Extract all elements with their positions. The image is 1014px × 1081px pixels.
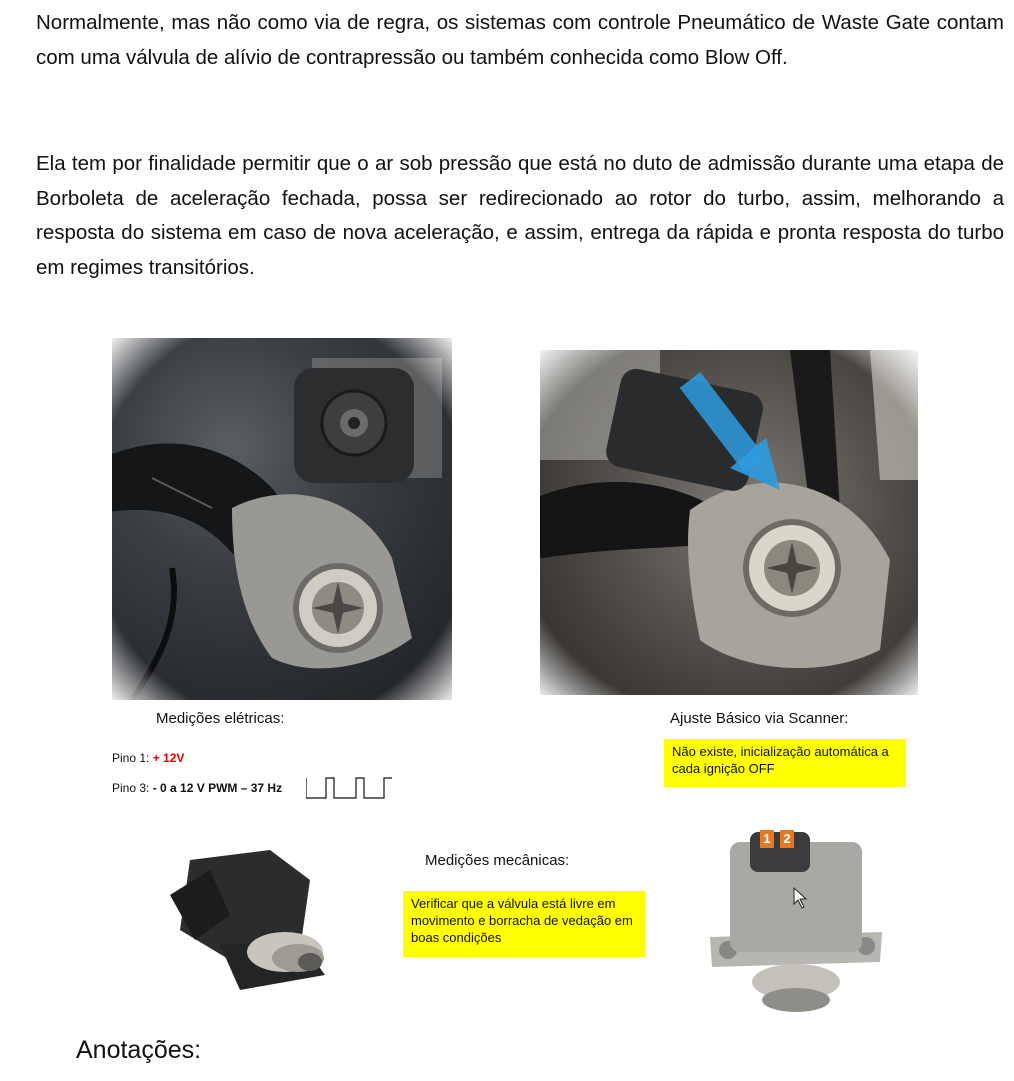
mechanical-note: Verificar que a válvula está livre em movimento e borracha de vedação em boas condições xyxy=(403,891,645,957)
electrical-measurements-title: Medições elétricas: xyxy=(156,710,285,727)
pwm-waveform-icon xyxy=(306,776,392,800)
blow-off-valve-photo xyxy=(540,350,918,695)
turbo-actuator-photo xyxy=(112,338,452,700)
scanner-note: Não existe, inicialização automática a cada ignição OFF xyxy=(664,739,906,787)
blow-off-valve-illustration xyxy=(540,350,918,695)
pin1-value: + 12V xyxy=(152,751,185,765)
connector-pin-2: 2 xyxy=(780,830,794,848)
valve-connector-photo xyxy=(700,822,892,1022)
mechanical-measurements-title: Medições mecânicas: xyxy=(425,852,570,869)
pin1-row xyxy=(112,751,184,765)
scanner-adjust-title: Ajuste Básico via Scanner: xyxy=(670,710,849,727)
actuator-side-photo xyxy=(150,840,335,1000)
valve-body-illustration xyxy=(700,822,892,1022)
purpose-paragraph: Ela tem por finalidade permitir que o ar sob pressão que está no duto de admissão durante uma etapa de Borboleta de aceleração fechada, possa ser redirecionado ao rotor do turbo, assim, melhorando a resposta do sistema em caso de nova aceleração, e assim, entrega da rápida e pronta resposta do turbo em regimes transitórios. xyxy=(36,152,1004,279)
intro-paragraph: Normalmente, mas não como via de regra, os sistemas com controle Pneumático de Waste Gate contam com uma válvula de alívio de contrapressão ou também conhecida como Blow Off. xyxy=(36,11,1004,69)
annotations-heading: Anotações: xyxy=(76,1036,202,1064)
pin3-row xyxy=(112,781,282,795)
pin3-value: - 0 a 12 V PWM – 37 Hz xyxy=(152,781,283,795)
pin3-label: Pino 3: xyxy=(112,781,150,795)
connector-pin-1: 1 xyxy=(760,830,774,848)
turbo-actuator-illustration xyxy=(112,338,452,700)
pin1-label: Pino 1: xyxy=(112,751,150,765)
